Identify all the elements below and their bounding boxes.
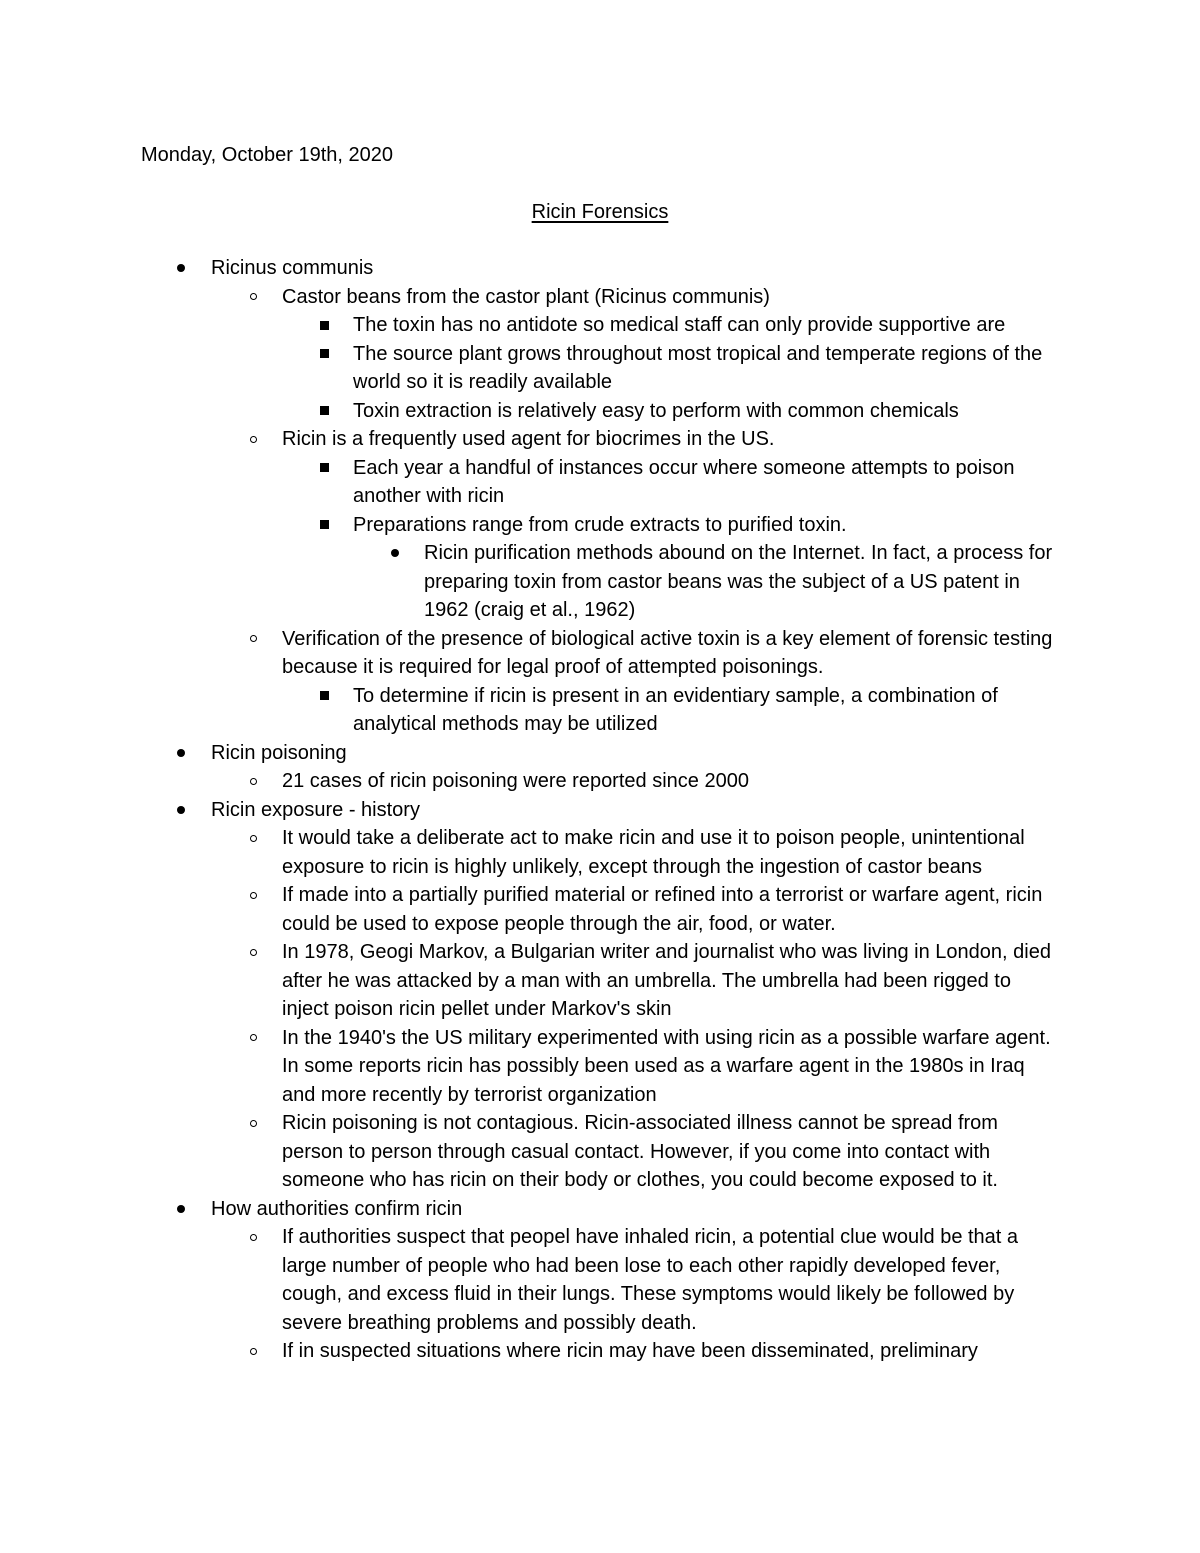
outline-item-text: Preparations range from crude extracts to purified toxin.	[353, 513, 847, 536]
outline-item-level-3	[0, 311, 1063, 340]
hollow-bullet-icon	[246, 767, 260, 796]
outline-item-text: Castor beans from the castor plant (Ricinus communis)	[282, 285, 770, 308]
outline-item-text: Ricin is a frequently used agent for biocrimes in the US.	[282, 428, 775, 450]
outline-item-level-2	[0, 824, 1062, 881]
document-title: Ricin Forensics	[531, 201, 669, 223]
outline-item-text: Ricin poisoning	[211, 741, 347, 764]
outline-item-level-2	[0, 283, 1062, 312]
document-title-row	[0, 198, 1200, 226]
outline-item-level-2	[0, 1109, 1062, 1195]
hollow-bullet-icon	[246, 1024, 260, 1053]
hollow-bullet-icon	[246, 1337, 260, 1366]
hollow-bullet-icon	[246, 1109, 260, 1138]
outline-item-text: Toxin extraction is relatively easy to perform with common chemicals	[353, 399, 959, 422]
outline-item-text: Ricin exposure - history	[211, 798, 420, 821]
outline-item-text: Verification of the presence of biological active toxin is a key element of forensic testing because it is required for legal proof of attempted poisonings.	[282, 627, 1053, 678]
outline-item-level-2	[0, 767, 1062, 796]
hollow-bullet-icon	[246, 425, 260, 454]
hollow-bullet-icon	[246, 283, 260, 312]
outline-item-text: Each year a handful of instances occur where someone attempts to poison another with ricin	[353, 456, 1015, 507]
outline-item-level-2	[0, 881, 1062, 938]
outline-item-level-2	[0, 425, 1062, 454]
outline-item-text: If authorities suspect that peopel have inhaled ricin, a potential clue would be that a large number of people who had been lose to each other rapidly developed fever, cough, and excess fluid in their lungs. These symptoms would likely be followed by severe breathing problems and possibly death.	[282, 1226, 1019, 1334]
outline-item-text: Ricin purification methods abound on the Internet. In fact, a process for preparing toxin from castor beans was the subject of a US patent in 1962 (craig et al., 1962)	[424, 542, 1053, 621]
outline-item-level-3	[0, 682, 1063, 739]
notes-outline	[0, 254, 1200, 1366]
hollow-bullet-icon	[246, 881, 260, 910]
outline-item-text: How authorities confirm ricin	[211, 1197, 463, 1220]
outline-item-text: 21 cases of ricin poisoning were reported since 2000	[282, 770, 749, 792]
outline-item-level-1	[0, 1195, 1061, 1224]
outline-item-text: In the 1940's the US military experimented with using ricin as a possible warfare agent. In some reports ricin has possibly been used as a warfare agent in the 1980s in Iraq and more recently by terrorist organization	[282, 1026, 1051, 1106]
outline-item-level-2	[0, 625, 1062, 682]
outline-item-level-3	[0, 511, 1063, 540]
outline-item-level-4	[0, 539, 1064, 625]
square-bullet-icon	[317, 511, 331, 540]
document-date: Monday, October 19th, 2020	[141, 144, 394, 166]
filled-bullet-icon	[174, 796, 188, 825]
hollow-bullet-icon	[246, 625, 260, 654]
square-bullet-icon	[317, 397, 331, 426]
outline-item-level-2	[0, 1223, 1062, 1337]
outline-item-level-2	[0, 938, 1062, 1024]
outline-item-level-1	[0, 254, 1061, 283]
outline-item-level-2	[0, 1337, 1062, 1366]
outline-item-level-3	[0, 340, 1063, 397]
outline-item-text: Ricin poisoning is not contagious. Ricin-associated illness cannot be spread from person to person through casual contact. However, if you come into contact with someone who has ricin on their body or clothes, you could become exposed to it.	[282, 1112, 998, 1191]
square-bullet-icon	[317, 311, 331, 340]
square-bullet-icon	[317, 454, 331, 483]
filled-bullet-icon	[174, 739, 188, 768]
filled-bullet-icon	[388, 539, 402, 568]
outline-item-text: If in suspected situations where ricin may have been disseminated, preliminary	[282, 1340, 978, 1362]
hollow-bullet-icon	[246, 1223, 260, 1252]
square-bullet-icon	[317, 682, 331, 711]
outline-item-level-1	[0, 739, 1061, 768]
outline-item-level-2	[0, 1024, 1062, 1110]
filled-bullet-icon	[174, 1195, 188, 1224]
hollow-bullet-icon	[246, 824, 260, 853]
outline-item-text: It would take a deliberate act to make ricin and use it to poison people, unintentional exposure to ricin is highly unlikely, except through the ingestion of castor beans	[282, 827, 1025, 878]
outline-item-text: The toxin has no antidote so medical staff can only provide supportive are	[353, 314, 1006, 336]
outline-item-text: The source plant grows throughout most tropical and temperate regions of the world so it is readily available	[353, 342, 1043, 393]
outline-item-text: Ricinus communis	[211, 257, 374, 279]
square-bullet-icon	[317, 340, 331, 369]
filled-bullet-icon	[174, 254, 188, 283]
outline-item-level-3	[0, 454, 1063, 511]
outline-item-level-1	[0, 796, 1061, 825]
outline-item-text: In 1978, Geogi Markov, a Bulgarian writer and journalist who was living in London, died after he was attacked by a man with an umbrella. The umbrella had been rigged to inject poison ricin pellet under Markov's skin	[282, 941, 1051, 1020]
outline-item-text: To determine if ricin is present in an evidentiary sample, a combination of analytical methods may be utilized	[353, 684, 998, 735]
hollow-bullet-icon	[246, 938, 260, 967]
outline-item-level-3	[0, 397, 1063, 426]
outline-item-text: If made into a partially purified material or refined into a terrorist or warfare agent, ricin could be used to expose people through the air, food, or water.	[282, 884, 1043, 935]
